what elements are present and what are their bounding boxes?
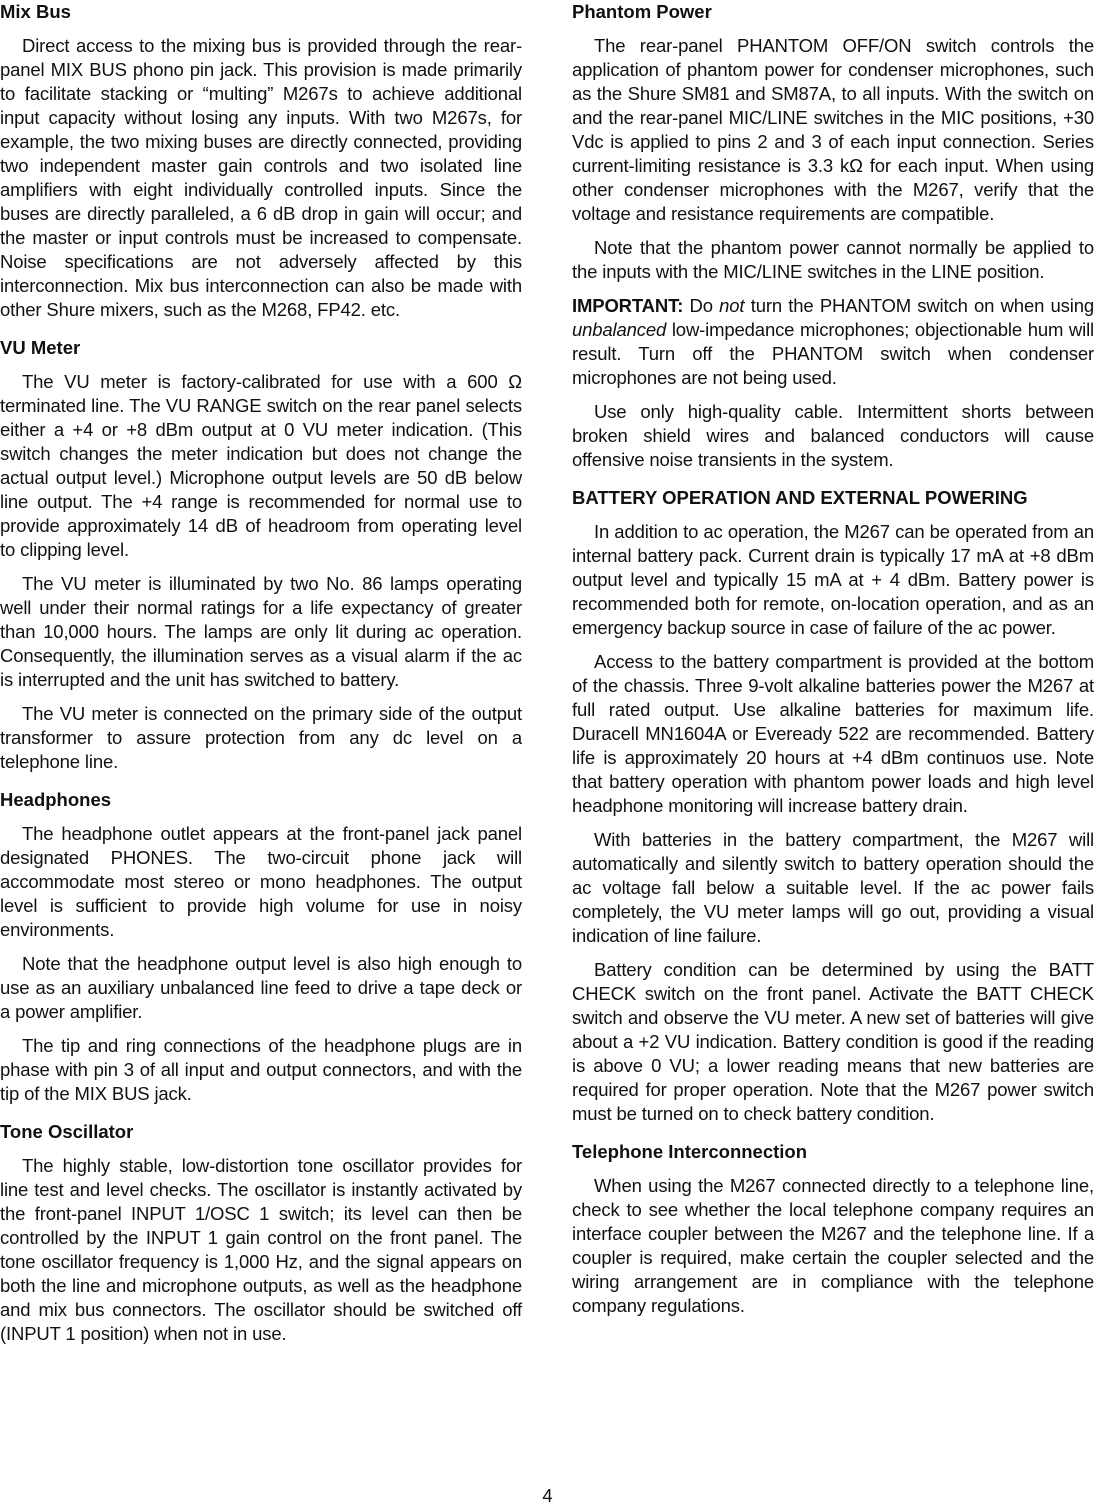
paragraph: The rear-panel PHANTOM OFF/ON switch controls the application of phantom power for condenser microphones, such as the Shure SM81 and SM87A, to all inputs. With the switch on and the rear-panel MIC/LINE switches in the MIC positions, +30 Vdc is applied to pins 2 and 3 of each input connection. Series current-limiting resistance is 3.3 kΩ for each input. When using other condenser microphones with the M267, verify that the voltage and resistance requirements are compatible. [572, 35, 1094, 224]
paragraph: The headphone outlet appears at the front-panel jack panel designated PHONES. The two-circuit phone jack will accommodate most stereo or mono headphones. The output level is sufficient to provide high volume for use in noisy environments. [0, 823, 522, 940]
heading-battery: BATTERY OPERATION AND EXTERNAL POWERING [572, 487, 1028, 508]
heading-mix-bus: Mix Bus [0, 1, 71, 22]
paragraph: In addition to ac operation, the M267 can be operated from an internal battery pack. Current drain is typically 17 mA at +8 dBm output level and typically 15 mA at + 4 dBm. Battery power is recommended both for remote, on-location operation, and as an emergency backup source in case of failure of the ac power. [572, 521, 1094, 638]
paragraph: The VU meter is connected on the primary side of the output transformer to assure protection from any dc level on a telephone line. [0, 703, 522, 772]
paragraph: Direct access to the mixing bus is provided through the rear-panel MIX BUS phono pin jack. This provision is made primarily to facilitate stacking or “multing” M267s to achieve additional input capacity without losing any inputs. With two M267s, for example, the two mixing buses are directly connected, providing two independent master gain controls and two isolated line amplifiers with eight individually controlled inputs. Since the buses are directly paralleled, a 6 dB drop in gain will occur; and the master or input controls must be increased to compensate. Noise specifications are not adversely affected by this interconnection. Mix bus interconnection can also be made with other Shure mixers, such as the M268, FP42. etc. [0, 35, 522, 320]
important-note [572, 294, 1094, 390]
important-label: IMPORTANT: [572, 295, 684, 316]
heading-headphones: Headphones [0, 789, 112, 810]
paragraph: Access to the battery compartment is provided at the bottom of the chassis. Three 9-volt alkaline batteries power the M267 at full rated output. Use alkaline batteries for maximum life. Duracell MN1604A or Eveready 522 are recommended. Battery life is approximately 20 hours at +4 dBm continuos use. Note that battery operation with phantom power loads and high level headphone monitoring will increase battery drain. [572, 651, 1094, 816]
page-number: 4 [542, 1485, 553, 1506]
important-text-pre: Do [683, 295, 720, 316]
paragraph: With batteries in the battery compartment, the M267 will automatically and silently switch to battery operation should the ac voltage fall below a suitable level. If the ac power fails completely, the VU meter lamps will go out, providing a visual indication of line failure. [572, 829, 1094, 946]
section-battery [572, 486, 1094, 1126]
paragraph: The VU meter is factory-calibrated for use with a 600 Ω terminated line. The VU RANGE switch on the rear panel selects either a +4 or +8 dBm output at 0 VU meter indication. (This switch changes the meter indication but does not change the actual output level.) Microphone output levels are 50 dB below line output. The +4 range is recommended for normal use to provide approximately 14 dB of headroom from operating level to clipping level. [0, 371, 522, 560]
heading-telephone: Telephone Interconnection [572, 1141, 808, 1162]
heading-phantom-power: Phantom Power [572, 1, 712, 22]
right-column [572, 0, 1094, 1328]
section-telephone [572, 1140, 1094, 1318]
important-emphasis-not: not [719, 295, 745, 316]
paragraph: The VU meter is illuminated by two No. 86 lamps operating well under their normal ratings for a life expectancy of greater than 10,000 hours. The lamps are only lit during ac operation. Consequently, the illumination serves as a visual alarm if the ac is interrupted and the unit has switched to battery. [0, 573, 522, 690]
section-phantom-power [572, 0, 1094, 472]
important-text-mid: turn the PHANTOM switch on when using [744, 295, 1094, 316]
heading-tone-oscillator: Tone Oscillator [0, 1121, 134, 1142]
section-vu-meter [0, 336, 522, 774]
left-column [0, 0, 522, 1356]
important-text-post: low-impedance microphones; objectionable hum will result. Turn off the PHANTOM switch when condenser microphones are not being used. [572, 319, 1094, 388]
section-tone-oscillator [0, 1120, 522, 1346]
section-mix-bus [0, 0, 522, 322]
heading-vu-meter: VU Meter [0, 337, 81, 358]
paragraph: The highly stable, low-distortion tone oscillator provides for line test and level checks. The oscillator is instantly activated by the front-panel INPUT 1/OSC 1 switch; its level can then be controlled by the INPUT 1 gain control on the front panel. The tone oscillator frequency is 1,000 Hz, and the signal appears on both the line and microphone outputs, as well as the headphone and mix bus connectors. The oscillator should be switched off (INPUT 1 position) when not in use. [0, 1155, 522, 1344]
paragraph: Note that the headphone output level is also high enough to use as an auxiliary unbalanced line feed to drive a tape deck or a power amplifier. [0, 953, 522, 1022]
paragraph: When using the M267 connected directly to a telephone line, check to see whether the local telephone company requires an interface coupler between the M267 and the telephone line. If a coupler is required, make certain the coupler selected and the wiring arrangement are in compliance with the telephone company regulations. [572, 1175, 1094, 1316]
section-headphones [0, 788, 522, 1106]
paragraph: Note that the phantom power cannot normally be applied to the inputs with the MIC/LINE switches in the LINE position. [572, 237, 1094, 282]
paragraph: The tip and ring connections of the headphone plugs are in phase with pin 3 of all input and output connectors, and with the tip of the MIX BUS jack. [0, 1035, 522, 1104]
important-emphasis-unbalanced: unbalanced [572, 319, 667, 340]
paragraph: Battery condition can be determined by using the BATT CHECK switch on the front panel. Activate the BATT CHECK switch and observe the VU meter. A new set of batteries will give about a +2 VU indication. Battery condition is good if the reading is above 0 VU; a lower reading means that new batteries are required for proper operation. Note that the M267 power switch must be turned on to check battery condition. [572, 959, 1094, 1124]
paragraph: Use only high-quality cable. Intermittent shorts between broken shield wires and balanced conductors will cause offensive noise transients in the system. [572, 401, 1094, 470]
